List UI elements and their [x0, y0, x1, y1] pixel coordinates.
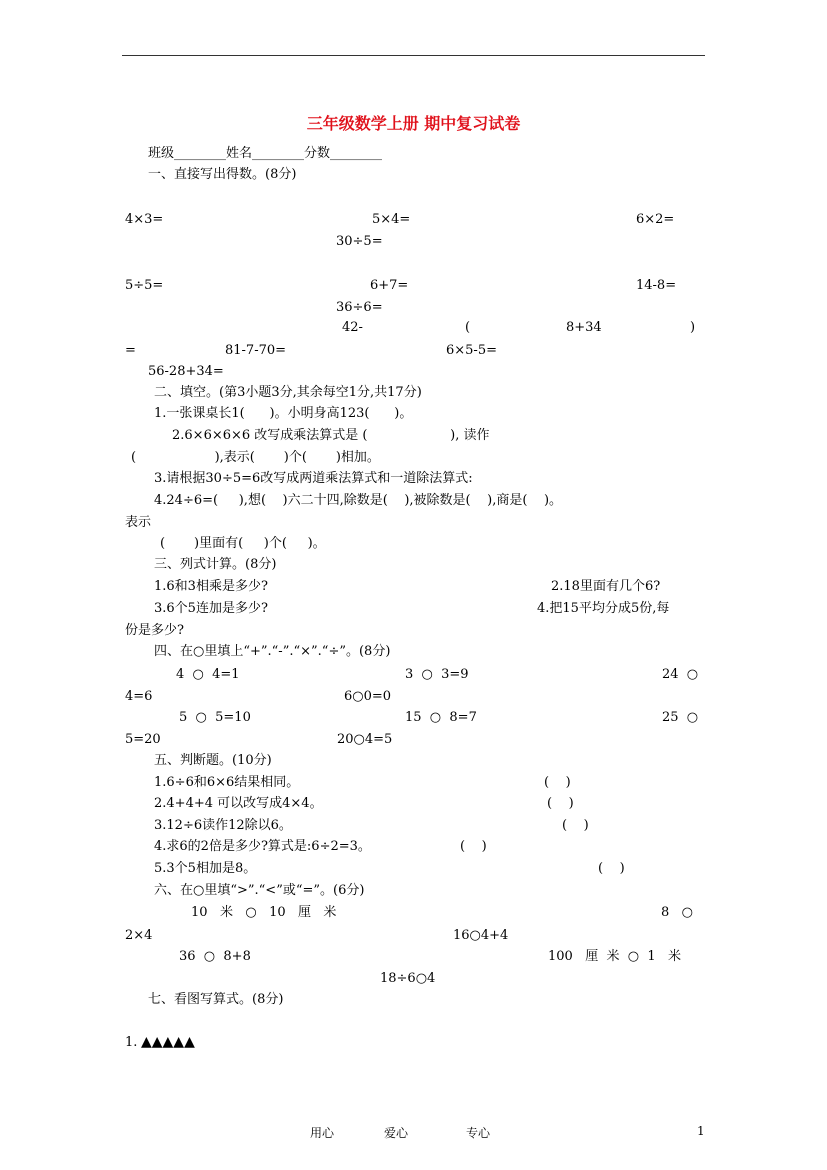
s1-item: 6×2= — [636, 212, 675, 227]
s7-question-number: 1. — [125, 1035, 138, 1050]
section4-heading: 四、在○里填上“+”.“-”.“×”.“÷”。(8分) — [154, 644, 391, 659]
s4-item: 5=20 — [125, 732, 161, 747]
s5-question: 1.6÷6和6×6结果相同。 — [154, 775, 300, 790]
s1-item: 30÷5= — [336, 234, 383, 249]
s4-item: 5 ○ 5=10 — [179, 710, 251, 725]
student-info-line: 班级________姓名________分数________ — [148, 146, 383, 161]
s2-question: 3.请根据30÷5=6改写成两道乘法算式和一道除法算式: — [154, 471, 473, 486]
s1-item: 81-7-70= — [225, 343, 287, 358]
section3-heading: 三、列式计算。(8分) — [154, 557, 277, 572]
s1-item: 36÷6= — [336, 300, 383, 315]
triangle-shapes: ▲▲▲▲▲ — [141, 1034, 195, 1050]
s1-item: 8+34 — [566, 320, 602, 335]
s1-item: 42- — [342, 320, 363, 335]
section5-heading: 五、判断题。(10分) — [154, 753, 272, 768]
section2-heading: 二、填空。(第3小题3分,其余每空1分,共17分) — [154, 385, 422, 400]
s3-question: 份是多少? — [125, 623, 184, 638]
s1-item: ( — [465, 320, 471, 335]
s3-question: 1.6和3相乘是多少? — [154, 579, 268, 594]
footer-text-aixin: 爱心 — [384, 1126, 409, 1140]
s6-item: 100 厘 米 ○ 1 米 — [548, 949, 682, 964]
s4-item: 4=6 — [125, 689, 153, 704]
s6-item: 16○4+4 — [453, 928, 509, 943]
s3-question: 2.18里面有几个6? — [551, 579, 661, 594]
s1-item: 5×4= — [372, 212, 411, 227]
s4-item: 25 ○ — [662, 710, 699, 725]
footer-text-zhuanxin: 专心 — [466, 1126, 491, 1140]
s4-item: 6○0=0 — [344, 689, 392, 704]
section6-heading: 六、在○里填“>”.“<”或“=”。(6分) — [154, 883, 365, 898]
s2-question: 2.6×6×6×6 改写成乘法算式是 ( ), 读作 — [172, 428, 490, 443]
s2-question: 4.24÷6=( ),想( )六二十四,除数是( ),被除数是( ),商是( )。 — [154, 493, 563, 508]
s5-question: 3.12÷6读作12除以6。 — [154, 818, 292, 833]
s3-question: 4.把15平均分成5份,每 — [537, 601, 670, 616]
section1-heading: 一、直接写出得数。(8分) — [148, 167, 297, 182]
s4-item: 20○4=5 — [337, 732, 393, 747]
s5-answer-box: ( ) — [547, 796, 574, 811]
s1-item: 14-8= — [636, 278, 677, 293]
s5-question: 5.3个5相加是8。 — [154, 861, 257, 876]
s2-question: ( )里面有( )个( )。 — [160, 536, 326, 551]
s1-item: 5÷5= — [125, 278, 164, 293]
s4-item: 24 ○ — [662, 667, 699, 682]
page-number: 1 — [697, 1124, 705, 1138]
s6-item: 18÷6○4 — [380, 971, 436, 986]
s2-question: 表示 — [125, 515, 152, 530]
header-rule — [122, 55, 705, 56]
s1-item: = — [125, 343, 136, 358]
s1-item: 56-28+34= — [148, 364, 224, 379]
s5-answer-box: ( ) — [598, 861, 625, 876]
s5-question: 4.求6的2倍是多少?算式是:6÷2=3。 — [154, 839, 371, 854]
s2-question: ( ),表示( )个( )相加。 — [131, 450, 380, 465]
s5-answer-box: ( ) — [460, 839, 487, 854]
s1-item: ) — [690, 320, 696, 335]
s4-item: 15 ○ 8=7 — [405, 710, 477, 725]
s2-question: 1.一张课桌长1( )。小明身高123( )。 — [154, 406, 413, 421]
s5-question: 2.4+4+4 可以改写成4×4。 — [154, 796, 323, 811]
page-title: 三年级数学上册 期中复习试卷 — [306, 114, 521, 133]
s5-answer-box: ( ) — [544, 775, 571, 790]
s5-answer-box: ( ) — [562, 818, 589, 833]
s4-item: 3 ○ 3=9 — [405, 667, 469, 682]
s6-item: 8 ○ — [661, 905, 694, 920]
s6-item: 36 ○ 8+8 — [179, 949, 251, 964]
footer-text-yongxin: 用心 — [310, 1126, 335, 1140]
s6-item: 10 米 ○ 10 厘 米 — [191, 905, 337, 920]
s1-item: 6×5-5= — [446, 343, 497, 358]
s1-item: 6+7= — [370, 278, 409, 293]
s3-question: 3.6个5连加是多少? — [154, 601, 268, 616]
s1-item: 4×3= — [125, 212, 164, 227]
section7-heading: 七、看图写算式。(8分) — [148, 992, 284, 1007]
s4-item: 4 ○ 4=1 — [176, 667, 240, 682]
s6-item: 2×4 — [125, 928, 153, 943]
